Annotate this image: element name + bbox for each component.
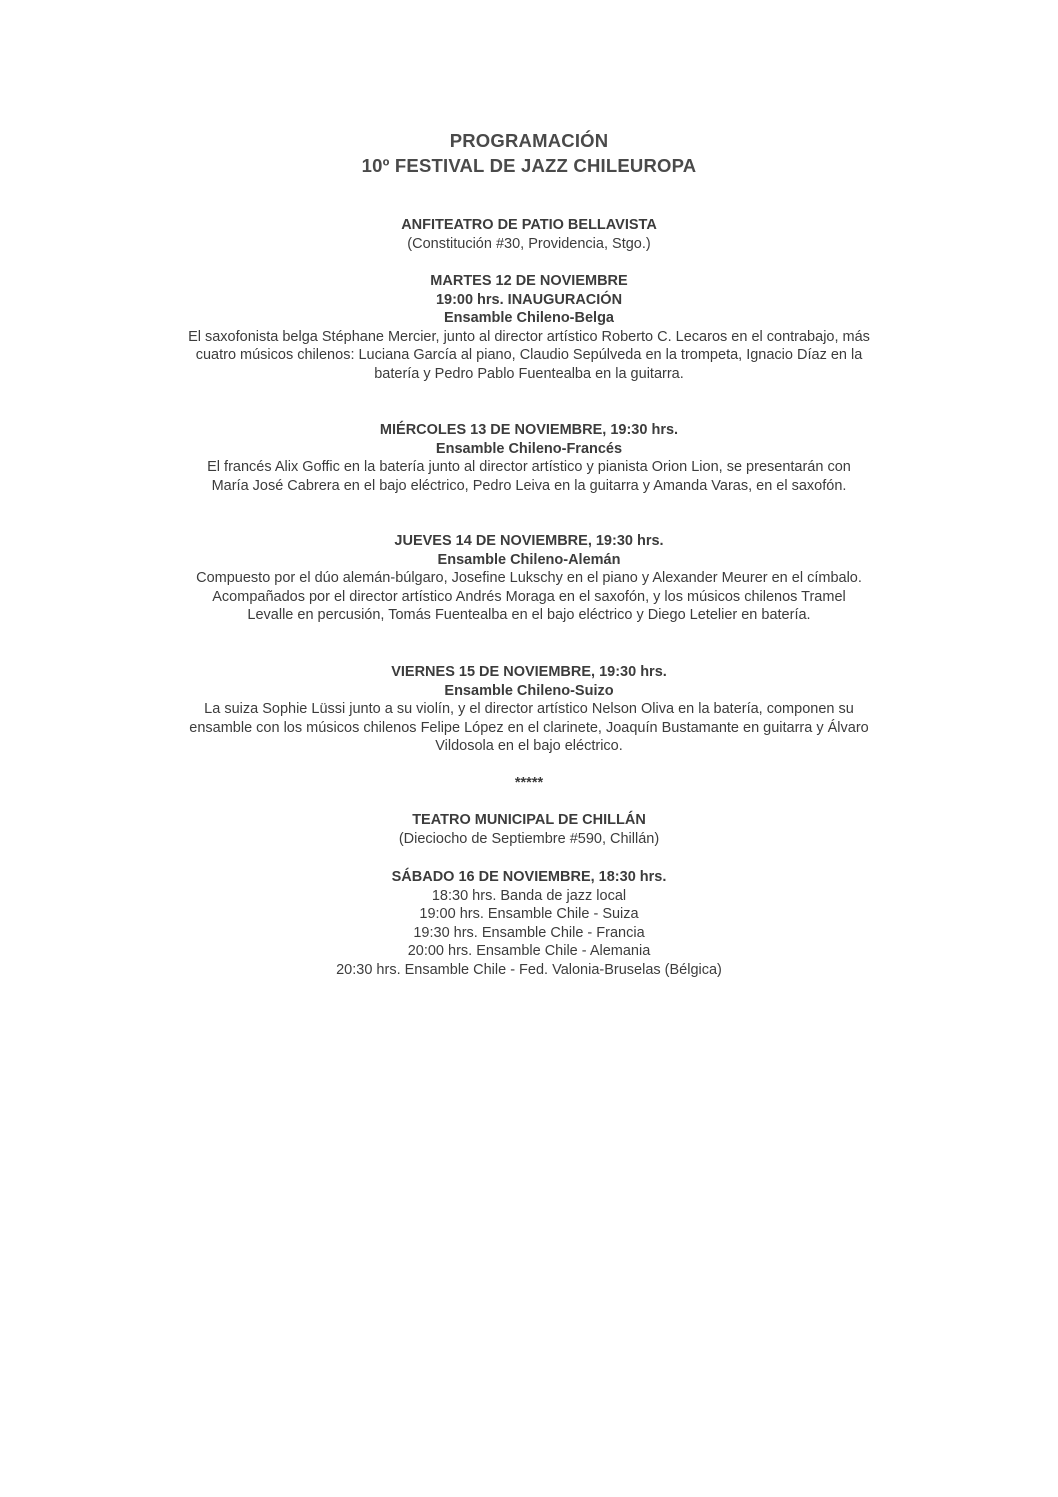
day-4-desc-line: Vildosola en el bajo eléctrico. — [435, 738, 623, 754]
day-3-date: JUEVES 14 DE NOVIEMBRE, 19:30 hrs. — [394, 533, 664, 549]
schedule-item: 20:30 hrs. Ensamble Chile - Fed. Valonia-Bruselas (Bélgica) — [336, 961, 722, 978]
day-2-date: MIÉRCOLES 13 DE NOVIEMBRE, 19:30 hrs. — [379, 422, 679, 438]
day-5-section — [120, 868, 938, 979]
title-line-1: PROGRAMACIÓN — [449, 130, 609, 151]
day-4-date: VIERNES 15 DE NOVIEMBRE, 19:30 hrs. — [391, 664, 667, 680]
day-3-section — [120, 532, 938, 625]
venue-2-name: TEATRO MUNICIPAL DE CHILLÁN — [412, 812, 646, 828]
day-2-section — [120, 421, 938, 495]
day-1-desc-line: El saxofonista belga Stéphane Mercier, junto al director artístico Roberto C. Lecaros en el contrabajo, más — [188, 328, 870, 345]
day-4-ensemble: Ensamble Chileno-Suizo — [444, 682, 614, 699]
venue-2 — [120, 811, 938, 848]
day-5-date: SÁBADO 16 DE NOVIEMBRE, 18:30 hrs. — [391, 869, 667, 885]
day-3-description — [120, 569, 938, 625]
day-4-description — [120, 700, 938, 756]
day-3-ensemble: Ensamble Chileno-Alemán — [437, 551, 621, 568]
schedule-item: 19:00 hrs. Ensamble Chile - Suiza — [419, 906, 639, 922]
day-4-desc-line: ensamble con los músicos chilenos Felipe López en el clarinete, Joaquín Bustamante en guitarra y Álvaro — [189, 719, 869, 736]
schedule-item: 20:00 hrs. Ensamble Chile - Alemania — [407, 943, 651, 959]
section-separator — [120, 774, 938, 793]
day-1-ensemble: Ensamble Chileno-Belga — [443, 310, 614, 326]
day-2-desc-line: El francés Alix Goffic en la batería junto al director artístico y pianista Orion Lion, se presentarán con — [207, 459, 851, 475]
day-4-desc-line: La suiza Sophie Lüssi junto a su violín, y el director artístico Nelson Oliva en la batería, componen su — [204, 701, 854, 717]
venue-2-address: (Dieciocho de Septiembre #590, Chillán) — [398, 830, 660, 847]
day-2-desc-line: María José Cabrera en el bajo eléctrico, Pedro Leiva en la guitarra y Amanda Varas, en el saxofón. — [211, 477, 847, 494]
day-1-section — [120, 272, 938, 383]
title-line-2: 10º FESTIVAL DE JAZZ CHILEUROPA — [361, 155, 697, 176]
venue-1-address: (Constitución #30, Providencia, Stgo.) — [407, 235, 651, 252]
day-1-desc-line: cuatro músicos chilenos: Luciana García al piano, Claudio Sepúlveda en la trompeta, Ignacio Díaz en la — [195, 347, 863, 363]
schedule-item: 18:30 hrs. Banda de jazz local — [431, 887, 627, 904]
venue-1-name: ANFITEATRO DE PATIO BELLAVISTA — [401, 217, 657, 233]
day-1-time: 19:00 hrs. INAUGURACIÓN — [435, 291, 623, 308]
day-4-section — [120, 663, 938, 756]
day-2-description — [120, 458, 938, 495]
day-1-desc-line: batería y Pedro Pablo Fuentealba en la guitarra. — [374, 365, 684, 382]
day-3-desc-line: Compuesto por el dúo alemán-búlgaro, Josefine Lukschy en el piano y Alexander Meurer en el címbalo. — [196, 570, 862, 586]
day-3-desc-line: Levalle en percusión, Tomás Fuentealba en el bajo eléctrico y Diego Letelier en batería. — [247, 607, 811, 623]
day-3-desc-line: Acompañados por el director artístico Andrés Moraga en el saxofón, y los músicos chilenos Tramel — [212, 588, 846, 605]
day-1-description — [120, 328, 938, 384]
document-title — [0, 128, 1058, 178]
schedule-item: 19:30 hrs. Ensamble Chile - Francia — [413, 924, 645, 941]
day-2-ensemble: Ensamble Chileno-Francés — [435, 440, 623, 457]
day-1-date: MARTES 12 DE NOVIEMBRE — [430, 273, 628, 289]
separator-stars: ***** — [514, 775, 544, 791]
venue-1 — [120, 216, 938, 253]
